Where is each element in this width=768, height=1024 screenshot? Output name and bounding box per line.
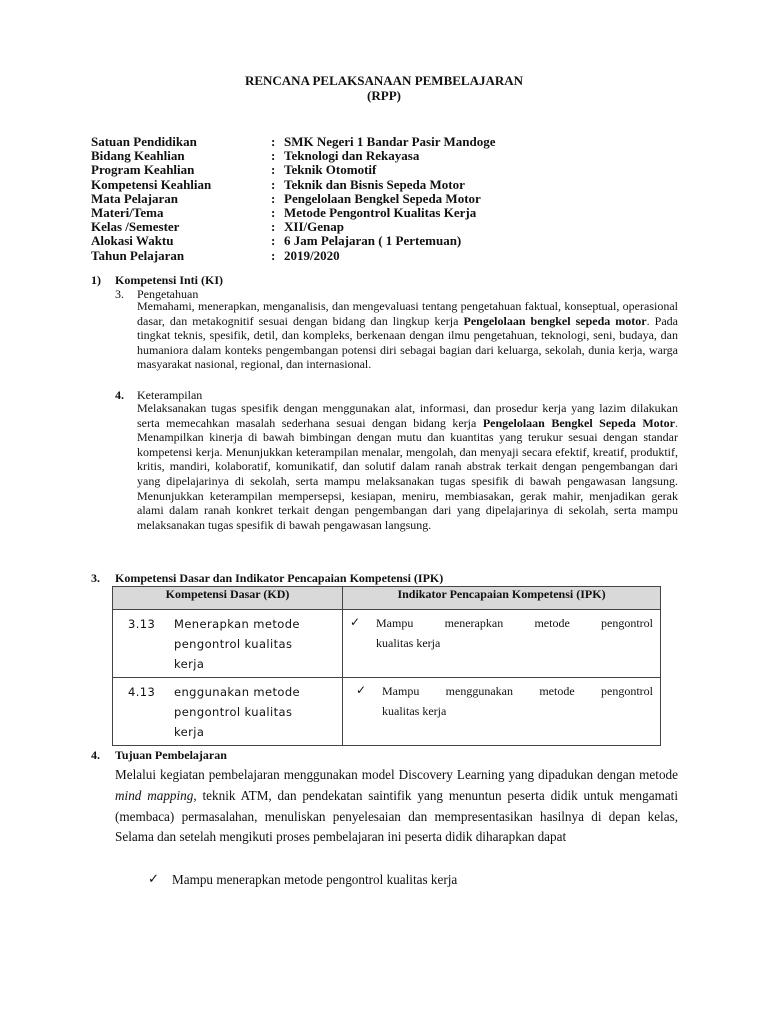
checkmark-icon: ✓ <box>148 872 160 887</box>
kd-line: kerja <box>174 725 205 739</box>
bold-run: Pengelolaan bengkel sepeda motor <box>463 313 647 328</box>
keterampilan-title: Keterampilan <box>137 388 203 402</box>
info-value: Teknologi dan Rekayasa <box>284 148 420 164</box>
kd-cell <box>113 678 343 746</box>
text-run: . Pada tingkat teknis, spesifik, detil, dan kompleks, berkenaan dengan ilmu pengetahuan, teknologi, seni, budaya, dan humaniora dalam konteks pengembangan potensi diri sebagai bagian dari keluarga, sekolah, dunia kerja, warga masyarakat nasional, regional, dan internasional. <box>137 313 678 372</box>
info-label: Alokasi Waktu <box>91 233 174 249</box>
info-row <box>91 135 496 149</box>
italic-run: mind mapping <box>115 787 194 803</box>
table-header-row <box>113 587 661 610</box>
document-subtitle: (RPP) <box>367 88 401 103</box>
kd-line: Menerapkan metode <box>174 617 300 631</box>
info-label: Tahun Pelajaran <box>91 247 185 263</box>
info-row <box>91 178 496 192</box>
tujuan-number: 4. <box>91 748 100 762</box>
kd-number: 3. <box>91 571 100 585</box>
info-value: SMK Negeri 1 Bandar Pasir Mandoge <box>284 134 496 149</box>
table-row <box>113 610 661 678</box>
info-sep: : <box>271 219 276 235</box>
tujuan-heading: Tujuan Pembelajaran <box>115 748 227 762</box>
checkmark-icon: ✓ <box>356 683 367 697</box>
tujuan-item: Mampu menerapkan metode pengontrol kualitas kerja <box>172 872 458 887</box>
info-row <box>91 220 496 234</box>
ki-heading: Kompetensi Inti (KI) <box>115 273 223 287</box>
info-sep: : <box>271 204 276 220</box>
kd-line: kerja <box>174 657 205 671</box>
ipk-line: Mampu menerapkan metode pengontrol <box>376 616 653 630</box>
tujuan-text <box>115 765 678 848</box>
info-row <box>91 163 496 177</box>
keterampilan-text <box>137 401 678 532</box>
pengetahuan-title: Pengetahuan <box>137 287 199 301</box>
document-title: RENCANA PELAKSANAAN PEMBELAJARAN <box>244 73 524 88</box>
info-sep: : <box>271 233 276 249</box>
kd-code: 4.13 <box>128 685 156 699</box>
text-run: Memahami, menerapkan, menganalisis, dan mengevaluasi tentang pengetahuan faktual, konseptual, operasional dasar, dan metakognitif sesuai dengan bidang dan lingkup kerja <box>137 299 678 328</box>
pengetahuan-text <box>137 299 678 372</box>
text-run: , teknik ATM, dan pendekatan saintifik yang menuntun peserta didik untuk mengamati (membaca) permasalahan, menuliskan penyelesaian dan mempresentasikan hasilnya di depan kelas, Selama dan setelah mengikuti proses pembelajaran ini peserta didik diharapkan dapat <box>115 787 679 845</box>
kd-code: 3.13 <box>128 617 156 631</box>
info-sep: : <box>271 176 276 192</box>
info-row <box>91 149 496 163</box>
pengetahuan-number: 3. <box>115 287 124 301</box>
col-kd-header: Kompetensi Dasar (KD) <box>113 587 343 610</box>
info-row <box>91 192 496 206</box>
info-sep: : <box>271 134 276 149</box>
bold-run: Pengelolaan Bengkel Sepeda Motor <box>482 415 675 430</box>
text-run: Melalui kegiatan pembelajaran menggunakan model Discovery Learning yang dipadukan dengan metode <box>115 767 678 782</box>
identity-table <box>91 135 496 263</box>
info-row <box>91 206 496 220</box>
info-value: Teknik Otomotif <box>284 162 377 178</box>
info-sep: : <box>271 247 276 263</box>
kd-line: enggunakan metode <box>174 685 301 699</box>
info-label: Kompetensi Keahlian <box>91 176 212 192</box>
info-sep: : <box>271 148 276 164</box>
info-label: Kelas /Semester <box>91 219 180 235</box>
keterampilan-number: 4. <box>115 388 124 402</box>
info-value: Pengelolaan Bengkel Sepeda Motor <box>284 190 481 206</box>
info-label: Bidang Keahlian <box>91 148 185 164</box>
info-row <box>91 249 496 263</box>
text-run: Melaksanakan tugas spesifik dengan menggunakan alat, informasi, dan prosedur kerja yang lazim dilakukan serta memecahkan masalah sederhana sesuai dengan bidang kerja <box>137 401 678 430</box>
ipk-cell <box>343 678 661 746</box>
ipk-line: kualitas kerja <box>382 704 447 718</box>
ipk-cell <box>343 610 661 678</box>
ipk-line: kualitas kerja <box>376 636 441 650</box>
col-ipk-header: Indikator Pencapaian Kompetensi (IPK) <box>343 587 661 610</box>
info-value: 6 Jam Pelajaran ( 1 Pertemuan) <box>284 233 462 249</box>
checkmark-icon: ✓ <box>350 615 361 629</box>
info-value: Metode Pengontrol Kualitas Kerja <box>284 204 477 220</box>
info-row <box>91 234 496 248</box>
info-value: Teknik dan Bisnis Sepeda Motor <box>284 176 465 192</box>
kd-line: pengontrol kualitas <box>174 705 293 719</box>
table-row <box>113 678 661 746</box>
kd-heading: Kompetensi Dasar dan Indikator Pencapaian Kompetensi (IPK) <box>115 571 444 585</box>
kd-ipk-table <box>112 586 661 746</box>
info-label: Satuan Pendidikan <box>91 134 197 149</box>
text-run: . Menampilkan kinerja di bawah bimbingan dengan mutu dan kuantitas yang terukur sesuai dengan standar kompetensi kerja. Menunjukkan keterampilan menalar, mengolah, dan menyaji secara efektif, kreatif, produktif, kritis, mandiri, kolaboratif, komunikatif, dan solutif dalam ranah abstrak terkait dengan pengembangan dari yang dipelajarinya di sekolah, serta mampu melaksanakan tugas spesifik di bawah pengawasan langsung. Menunjukkan keterampilan mempersepsi, kesiapan, meniru, membiasakan, gerak mahir, menjadikan gerak alami dalam ranah konkret terkait dengan pengembangan dari yang dipelajarinya di sekolah, serta mampu melaksanakan tugas spesifik di bawah pengawasan langsung. <box>137 415 678 532</box>
info-sep: : <box>271 162 276 178</box>
info-label: Materi/Tema <box>91 204 164 220</box>
info-label: Mata Pelajaran <box>91 190 179 206</box>
ki-number: 1) <box>91 273 101 287</box>
kd-cell <box>113 610 343 678</box>
info-value: XII/Genap <box>284 219 344 235</box>
kd-line: pengontrol kualitas <box>174 637 293 651</box>
info-value: 2019/2020 <box>284 247 340 263</box>
info-sep: : <box>271 190 276 206</box>
ipk-line: Mampu menggunakan metode pengontrol <box>382 684 653 698</box>
info-label: Program Keahlian <box>91 162 195 178</box>
